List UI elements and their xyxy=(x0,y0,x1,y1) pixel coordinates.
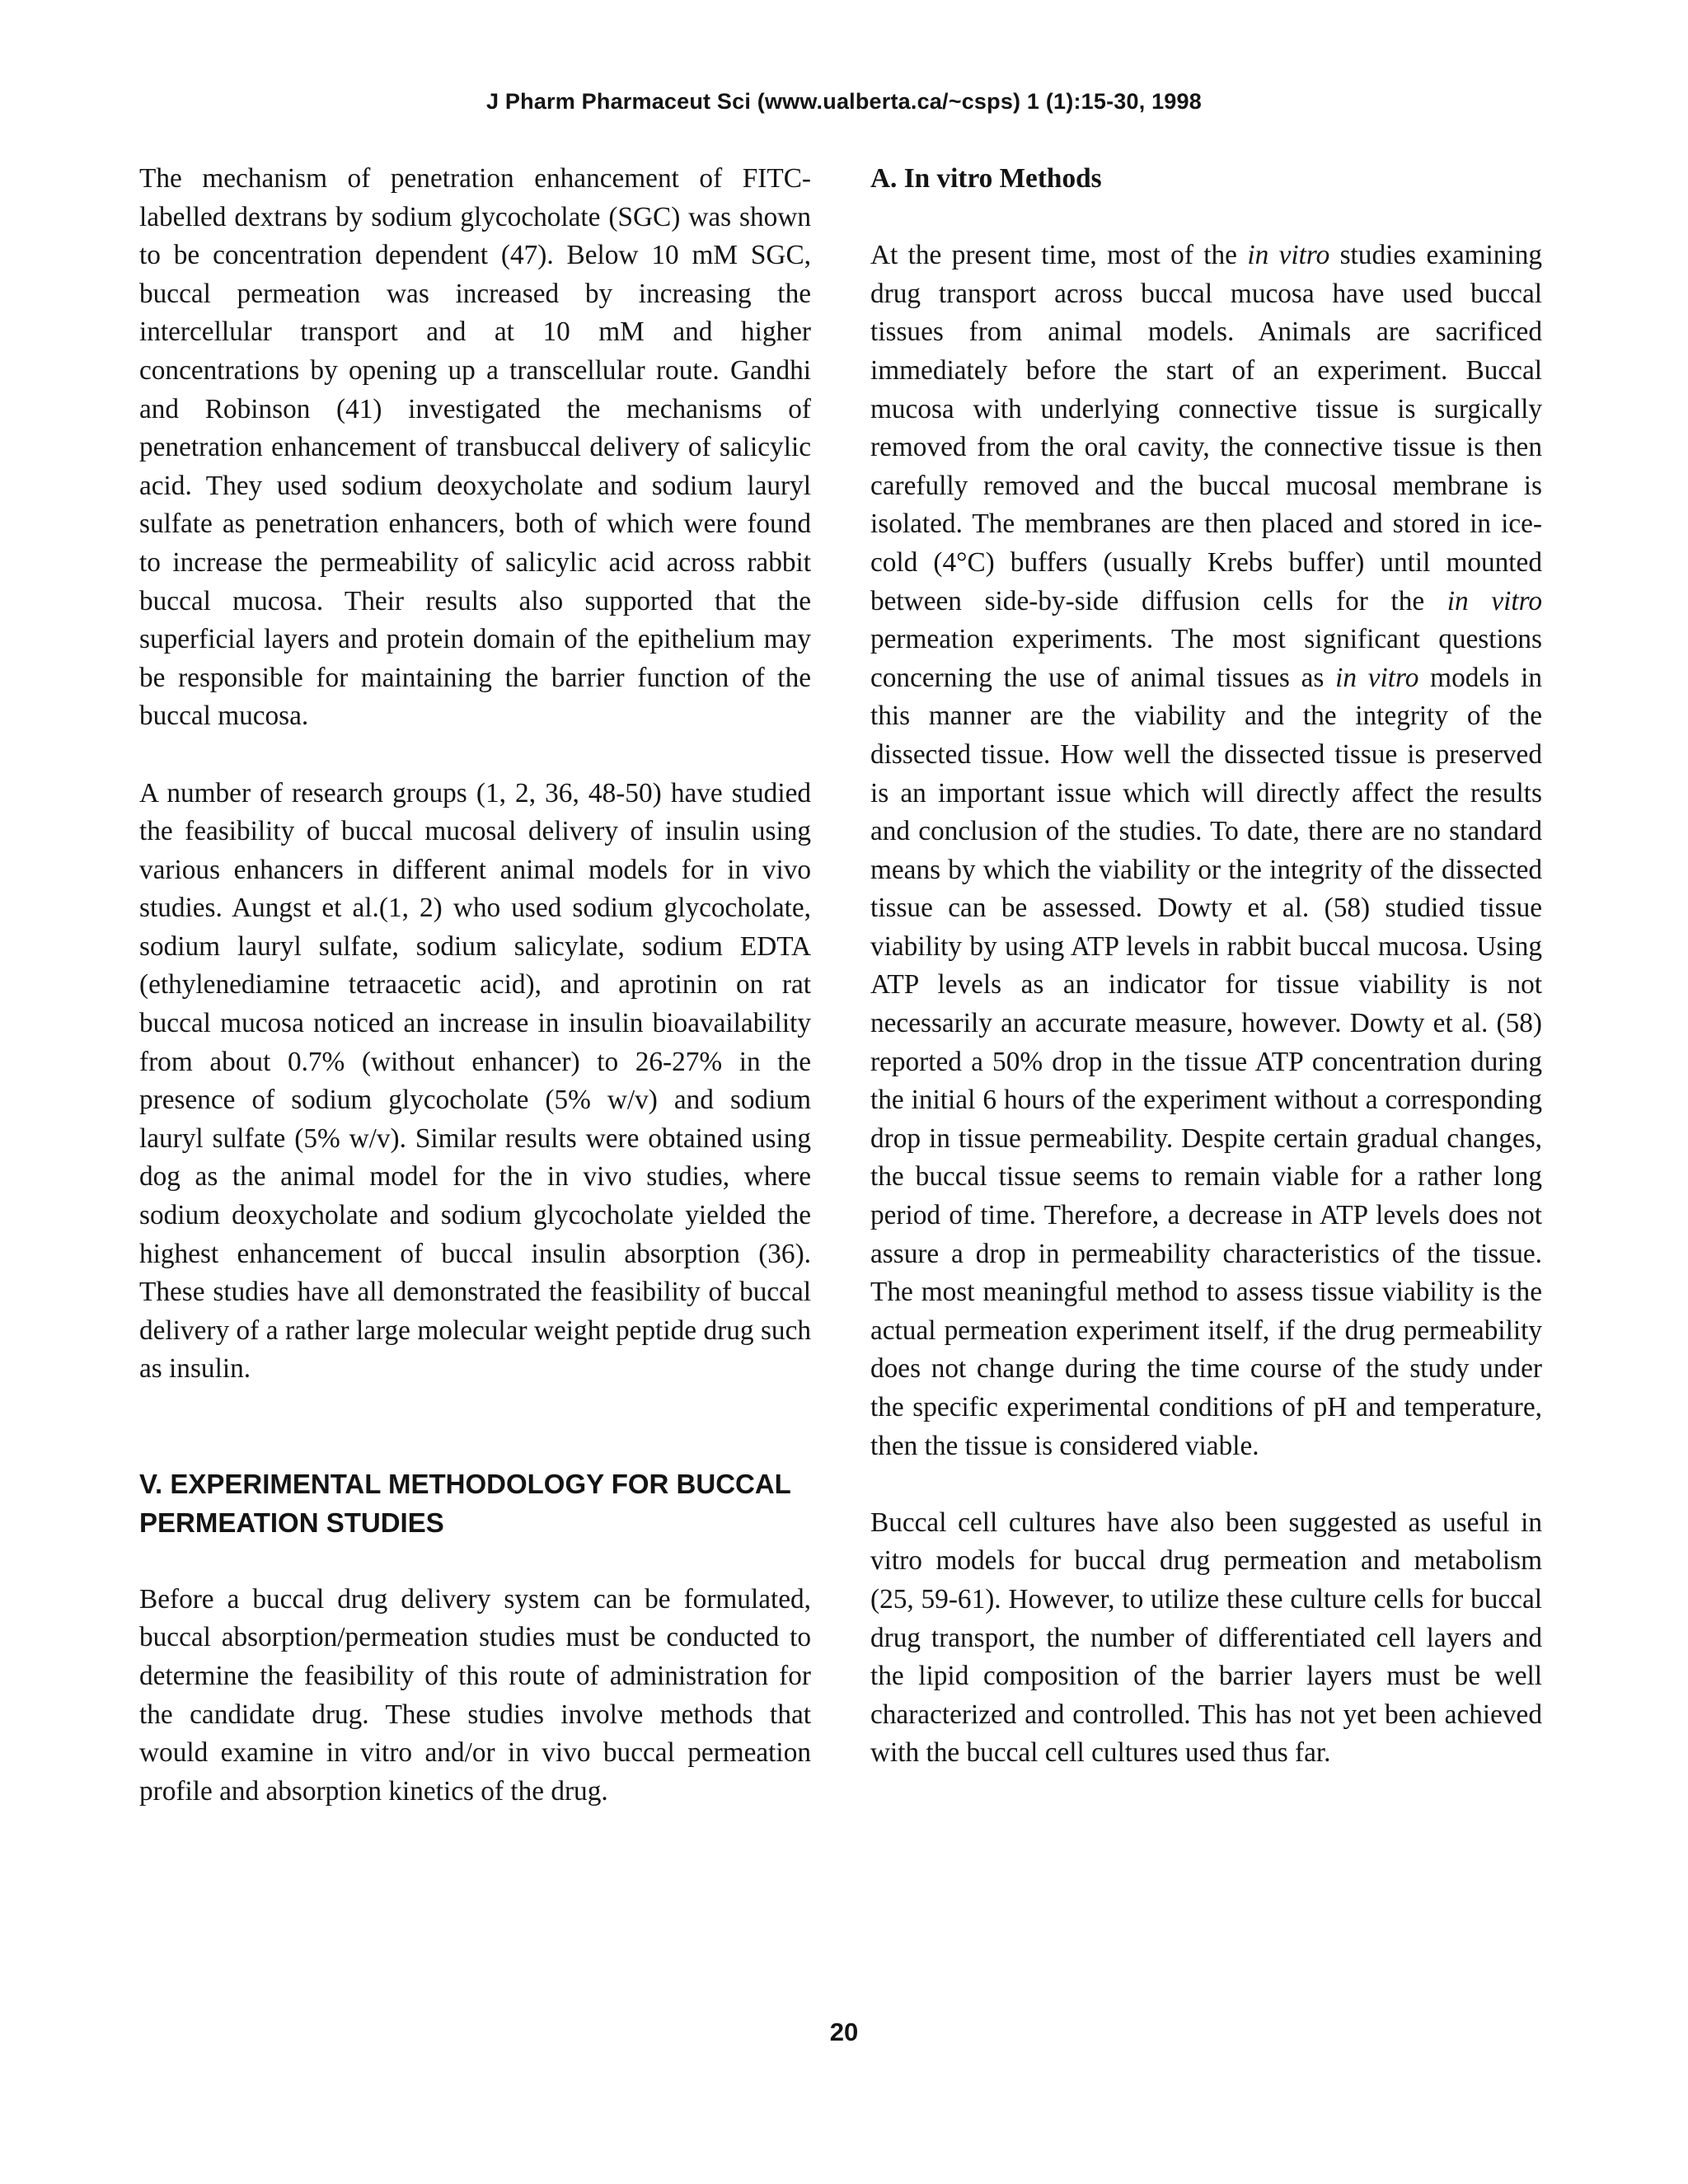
body-paragraph: The mechanism of penetration enhancement of FITC-labelled dextrans by sodium glycocholate (SGC) was shown to be concentration dependent (47). Below 10 mM SGC, buccal permeation was increased by increasing the intercellular transport and at 10 mM and higher concentrations by opening up a transcellular route. Gandhi and Robinson (41) investigated the mechanisms of penetration enhancement of transbuccal delivery of salicylic acid. They used sodium deoxycholate and sodium lauryl sulfate as penetration enhancers, both of which were found to increase the permeability of salicylic acid across rabbit buccal mucosa. Their results also supported that the superficial layers and protein domain of the epithelium may be responsible for maintaining the barrier function of the buccal mucosa. xyxy=(139,163,811,732)
text-run: At the present time, most of the xyxy=(870,240,1248,271)
section-heading: V. EXPERIMENTAL METHODOLOGY FOR BUCCAL PERMEATION STUDIES xyxy=(139,1469,791,1538)
body-paragraph: A number of research groups (1, 2, 36, 48-50) have studied the feasibility of buccal mucosal delivery of insulin using various enhancers in different animal models for in vivo studies. Aungst et al.(1, 2) who used sodium glycocholate, sodium lauryl sulfate, sodium salicylate, sodium EDTA (ethylenediamine tetraacetic acid), and aprotinin on rat buccal mucosa noticed an increase in insulin bioavailability from about 0.7% (without enhancer) to 26-27% in the presence of sodium glycocholate (5% w/v) and sodium lauryl sulfate (5% w/v). Similar results were obtained using dog as the animal model for the in vivo studies, where sodium deoxycholate and sodium glycocholate yielded the highest enhancement of buccal insulin absorption (36). These studies have all demonstrated the feasibility of buccal delivery of a rather large molecular weight peptide drug such as insulin. xyxy=(139,777,811,1385)
left-column xyxy=(139,160,811,1811)
text-run: studies examining drug transport across buccal mucosa have used buccal tissues from animal models. Animals are sacrificed immediately before the start of an experiment. Buccal mucosa with underlying connective tissue is surgically removed from the oral cavity, the connective tissue is then carefully removed and the buccal mucosal membrane is isolated. The membranes are then placed and stored in ice-cold (4°C) buffers (usually Krebs buffer) until mounted between side-by-side diffusion cells for the xyxy=(870,240,1542,616)
italic-term: in vitro xyxy=(1247,240,1330,271)
page-number: 20 xyxy=(829,2018,859,2046)
text-run: models in this manner are the viability and the integrity of the dissected tissue. How well the dissected tissue is preserved is an important issue which will directly affect the results and conclusion of the studies. To date, there are no standard means by which the viability or the integrity of the dissected tissue can be assessed. Dowty et al. (58) studied tissue viability by using ATP levels in rabbit buccal mucosa. Using ATP levels as an indicator for tissue viability is not necessarily an accurate measure, however. Dowty et al. (58) reported a 50% drop in the tissue ATP concentration during the initial 6 hours of the experiment without a corresponding drop in tissue permeability. Despite certain gradual changes, the buccal tissue seems to remain viable for a rather long period of time. Therefore, a decrease in ATP levels does not assure a drop in permeability characteristics of the tissue. The most meaningful method to assess tissue viability is the actual permeation experiment itself, if the drug permeability does not change during the time course of the study under the specific experimental conditions of pH and temperature, then the tissue is considered viable. xyxy=(870,662,1543,1461)
italic-term: in vitro xyxy=(1447,585,1542,616)
subsection-heading: A. In vitro Methods xyxy=(870,163,1102,194)
text-run: permeation experiments. The most significant questions concerning the use of animal tissues as xyxy=(870,624,1542,693)
italic-term: in vitro xyxy=(1335,662,1419,693)
body-paragraph: Buccal cell cultures have also been suggested as useful in vitro models for buccal drug permeation and metabolism (25, 59-61). However, to utilize these culture cells for buccal drug transport, the number of differentiated cell layers and the lipid composition of the barrier layers must be well characterized and controlled. This has not yet been achieved with the buccal cell cultures used thus far. xyxy=(870,1507,1542,1769)
body-paragraph: Before a buccal drug delivery system can be formulated, buccal absorption/permeation studies must be conducted to determine the feasibility of this route of administration for the candidate drug. These studies involve methods that would examine in vitro and/or in vivo buccal permeation profile and absorption kinetics of the drug. xyxy=(139,1583,811,1807)
running-header: J Pharm Pharmaceut Sci (www.ualberta.ca/~csps) 1 (1):15-30, 1998 xyxy=(486,89,1202,114)
body-paragraph xyxy=(870,237,1542,1465)
right-column xyxy=(870,160,1542,1773)
